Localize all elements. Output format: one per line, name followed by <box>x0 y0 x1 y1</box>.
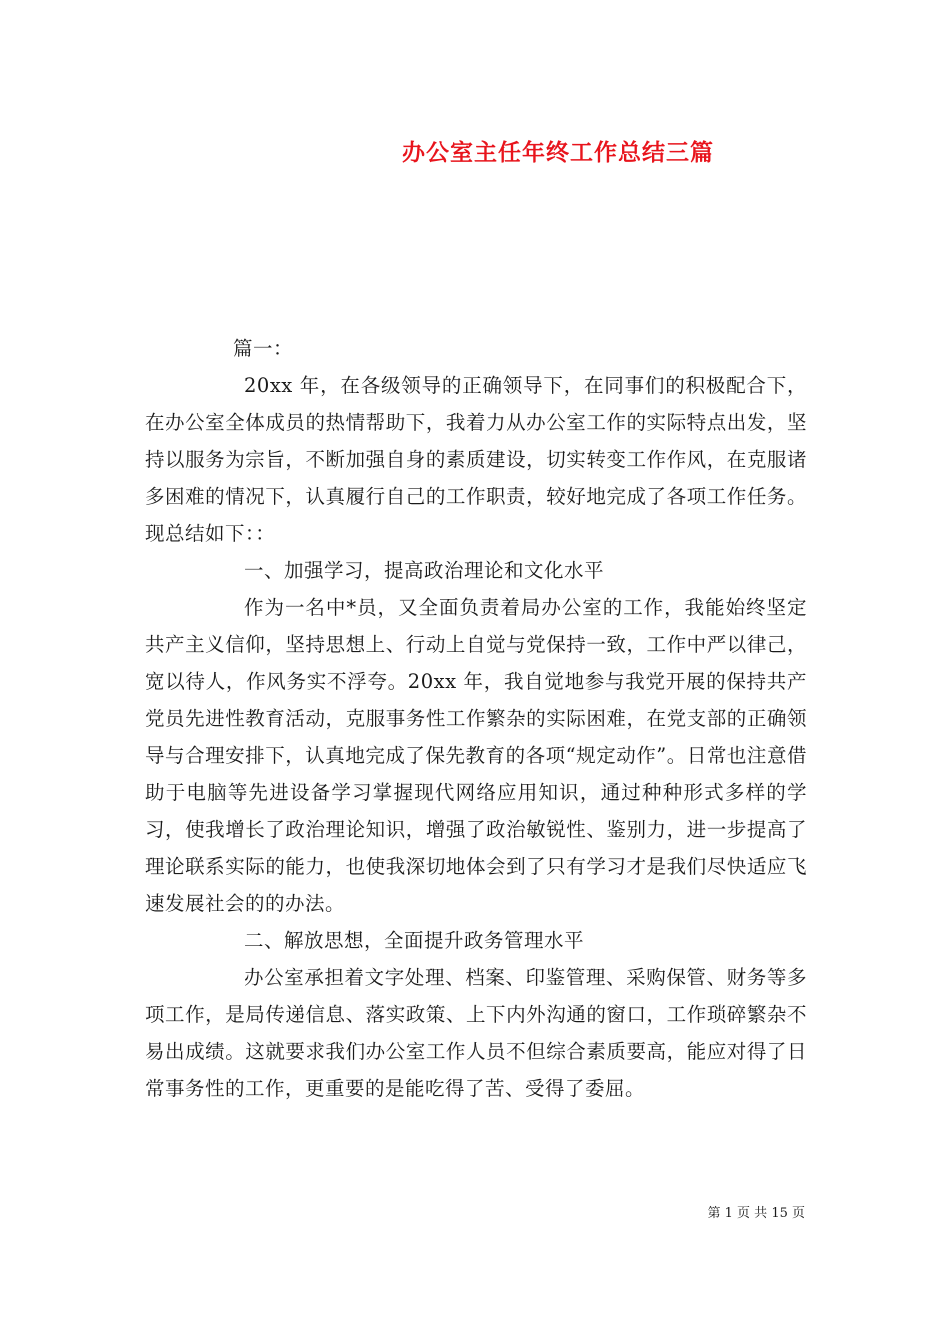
document-title <box>0 134 950 167</box>
document-title-text: 办公室主任年终工作总结三篇 <box>402 139 714 166</box>
section-label: 篇一： <box>233 337 294 360</box>
paragraph-1: 作为一名中*员，又全面负责着局办公室的工作，我能始终坚定共产主义信仰，坚持思想上、行动上自觉与党保持一致，工作中严以律己，宽以待人，作风务实不浮夸。20xx 年，我自觉地参与我党开展的保持共产党员先进性教育活动，克服事务性工作繁杂的实际困难，在党支部的正确领导与合理安排下，认真地完成了保先教育的各项“规定动作”。日常也注意借助于电脑等先进设备学习掌握现代网络应用知识，通过种种形式多样的学习，使我增长了政治理论知识，增强了政治敏锐性、鉴别力，进一步提高了理论联系实际的能力，也使我深切地体会到了只有学习才是我们尽快适应飞速发展社会的的办法。 <box>145 596 807 915</box>
heading-1: 一、加强学习，提高政治理论和文化水平 <box>244 559 605 582</box>
paragraph-intro: 20xx 年，在各级领导的正确领导下，在同事们的积极配合下，在办公室全体成员的热情帮助下，我着力从办公室工作的实际特点出发，坚持以服务为宗旨，不断加强自身的素质建设，切实转变工作作风，在克服诸多困难的情况下，认真履行自己的工作职责，较好地完成了各项工作任务。现总结如下：： <box>145 374 807 545</box>
page-footer: 第 1 页 共 15 页 <box>707 1206 805 1221</box>
heading-2: 二、解放思想，全面提升政务管理水平 <box>244 929 585 952</box>
paragraph-2: 办公室承担着文字处理、档案、印鉴管理、采购保管、财务等多项工作，是局传递信息、落实政策、上下内外沟通的窗口，工作琐碎繁杂不易出成绩。这就要求我们办公室工作人员不但综合素质要高，能应对得了日常事务性的工作，更重要的是能吃得了苦、受得了委屈。 <box>145 966 807 1100</box>
document-body <box>145 330 807 1107</box>
